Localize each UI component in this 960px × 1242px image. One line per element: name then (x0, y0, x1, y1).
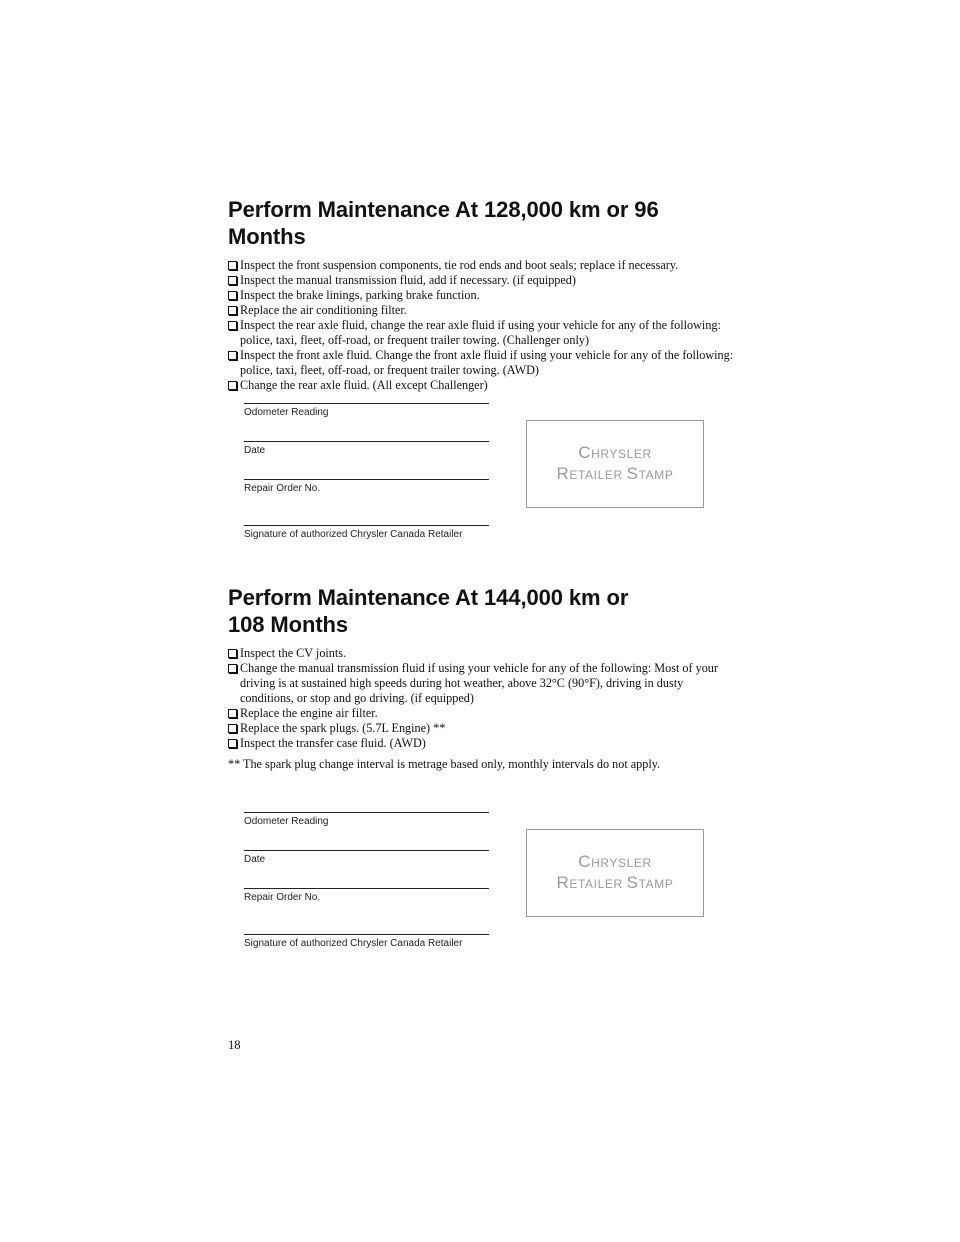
checkbox-icon[interactable] (228, 351, 237, 360)
checklist-item: Replace the engine air filter. (228, 706, 738, 721)
checklist-item: Inspect the CV joints. (228, 646, 738, 661)
stamp-line-2: RETAILER STAMP (556, 464, 674, 483)
section-144000 (228, 584, 738, 772)
checkbox-icon[interactable] (228, 709, 237, 718)
checkbox-icon[interactable] (228, 261, 237, 270)
service-record-form-1 (244, 403, 489, 563)
checklist-item: Replace the air conditioning filter. (228, 303, 738, 318)
field-label: Odometer Reading (244, 816, 329, 827)
field-label: Repair Order No. (244, 892, 321, 903)
page-number: 18 (228, 1038, 241, 1052)
section-title: Perform Maintenance At 144,000 km or 108 Months (228, 585, 629, 637)
odometer-field[interactable] (244, 403, 489, 441)
field-label: Odometer Reading (244, 407, 329, 418)
checklist-item: Inspect the front axle fluid. Change the front axle fluid if using your vehicle for any of the following: police, taxi, fleet, off-road, or frequent trailer towing. (AWD) (228, 348, 738, 378)
field-label: Date (244, 445, 266, 456)
stamp-line-2: RETAILER STAMP (556, 873, 674, 892)
signature-field[interactable] (244, 525, 489, 563)
repair-order-field[interactable] (244, 888, 489, 926)
checkbox-icon[interactable] (228, 649, 237, 658)
date-field[interactable] (244, 850, 489, 888)
stamp-line-1: CHRYSLER (578, 852, 652, 871)
section-128000 (228, 196, 738, 393)
checkbox-icon[interactable] (228, 381, 237, 390)
checklist-item: Change the manual transmission fluid if using your vehicle for any of the following: Most of your driving is at sustained high speeds during hot weather, above 32°C (90°F), driving in dusty conditions, or stop and go driving. (if equipped) (228, 661, 738, 706)
checklist (228, 258, 738, 393)
checklist (228, 646, 738, 751)
checkbox-icon[interactable] (228, 739, 237, 748)
checklist-item: Inspect the transfer case fluid. (AWD) (228, 736, 738, 751)
checklist-item: Inspect the manual transmission fluid, add if necessary. (if equipped) (228, 273, 738, 288)
section-title: Perform Maintenance At 128,000 km or 96 Months (228, 197, 659, 249)
checkbox-icon[interactable] (228, 664, 237, 673)
checklist-item: Change the rear axle fluid. (All except Challenger) (228, 378, 738, 393)
odometer-field[interactable] (244, 812, 489, 850)
service-record-form-2 (244, 812, 489, 972)
field-label: Signature of authorized Chrysler Canada Retailer (244, 529, 463, 540)
checklist-item: Inspect the front suspension components, tie rod ends and boot seals; replace if necessary. (228, 258, 738, 273)
checklist-item: Inspect the brake linings, parking brake function. (228, 288, 738, 303)
checklist-item: Replace the spark plugs. (5.7L Engine) ** (228, 721, 738, 736)
field-label: Date (244, 854, 266, 865)
footnote: ** The spark plug change interval is metrage based only, monthly intervals do not apply. (228, 757, 661, 771)
field-label: Signature of authorized Chrysler Canada Retailer (244, 938, 463, 949)
checkbox-icon[interactable] (228, 276, 237, 285)
repair-order-field[interactable] (244, 479, 489, 517)
field-label: Repair Order No. (244, 483, 321, 494)
checklist-item: Inspect the rear axle fluid, change the rear axle fluid if using your vehicle for any of the following: police, taxi, fleet, off-road, or frequent trailer towing. (Challenger only) (228, 318, 738, 348)
stamp-line-1: CHRYSLER (578, 443, 652, 462)
checkbox-icon[interactable] (228, 291, 237, 300)
checkbox-icon[interactable] (228, 321, 237, 330)
retailer-stamp-box (526, 420, 704, 508)
date-field[interactable] (244, 441, 489, 479)
signature-field[interactable] (244, 934, 489, 972)
checkbox-icon[interactable] (228, 724, 237, 733)
checkbox-icon[interactable] (228, 306, 237, 315)
retailer-stamp-box (526, 829, 704, 917)
